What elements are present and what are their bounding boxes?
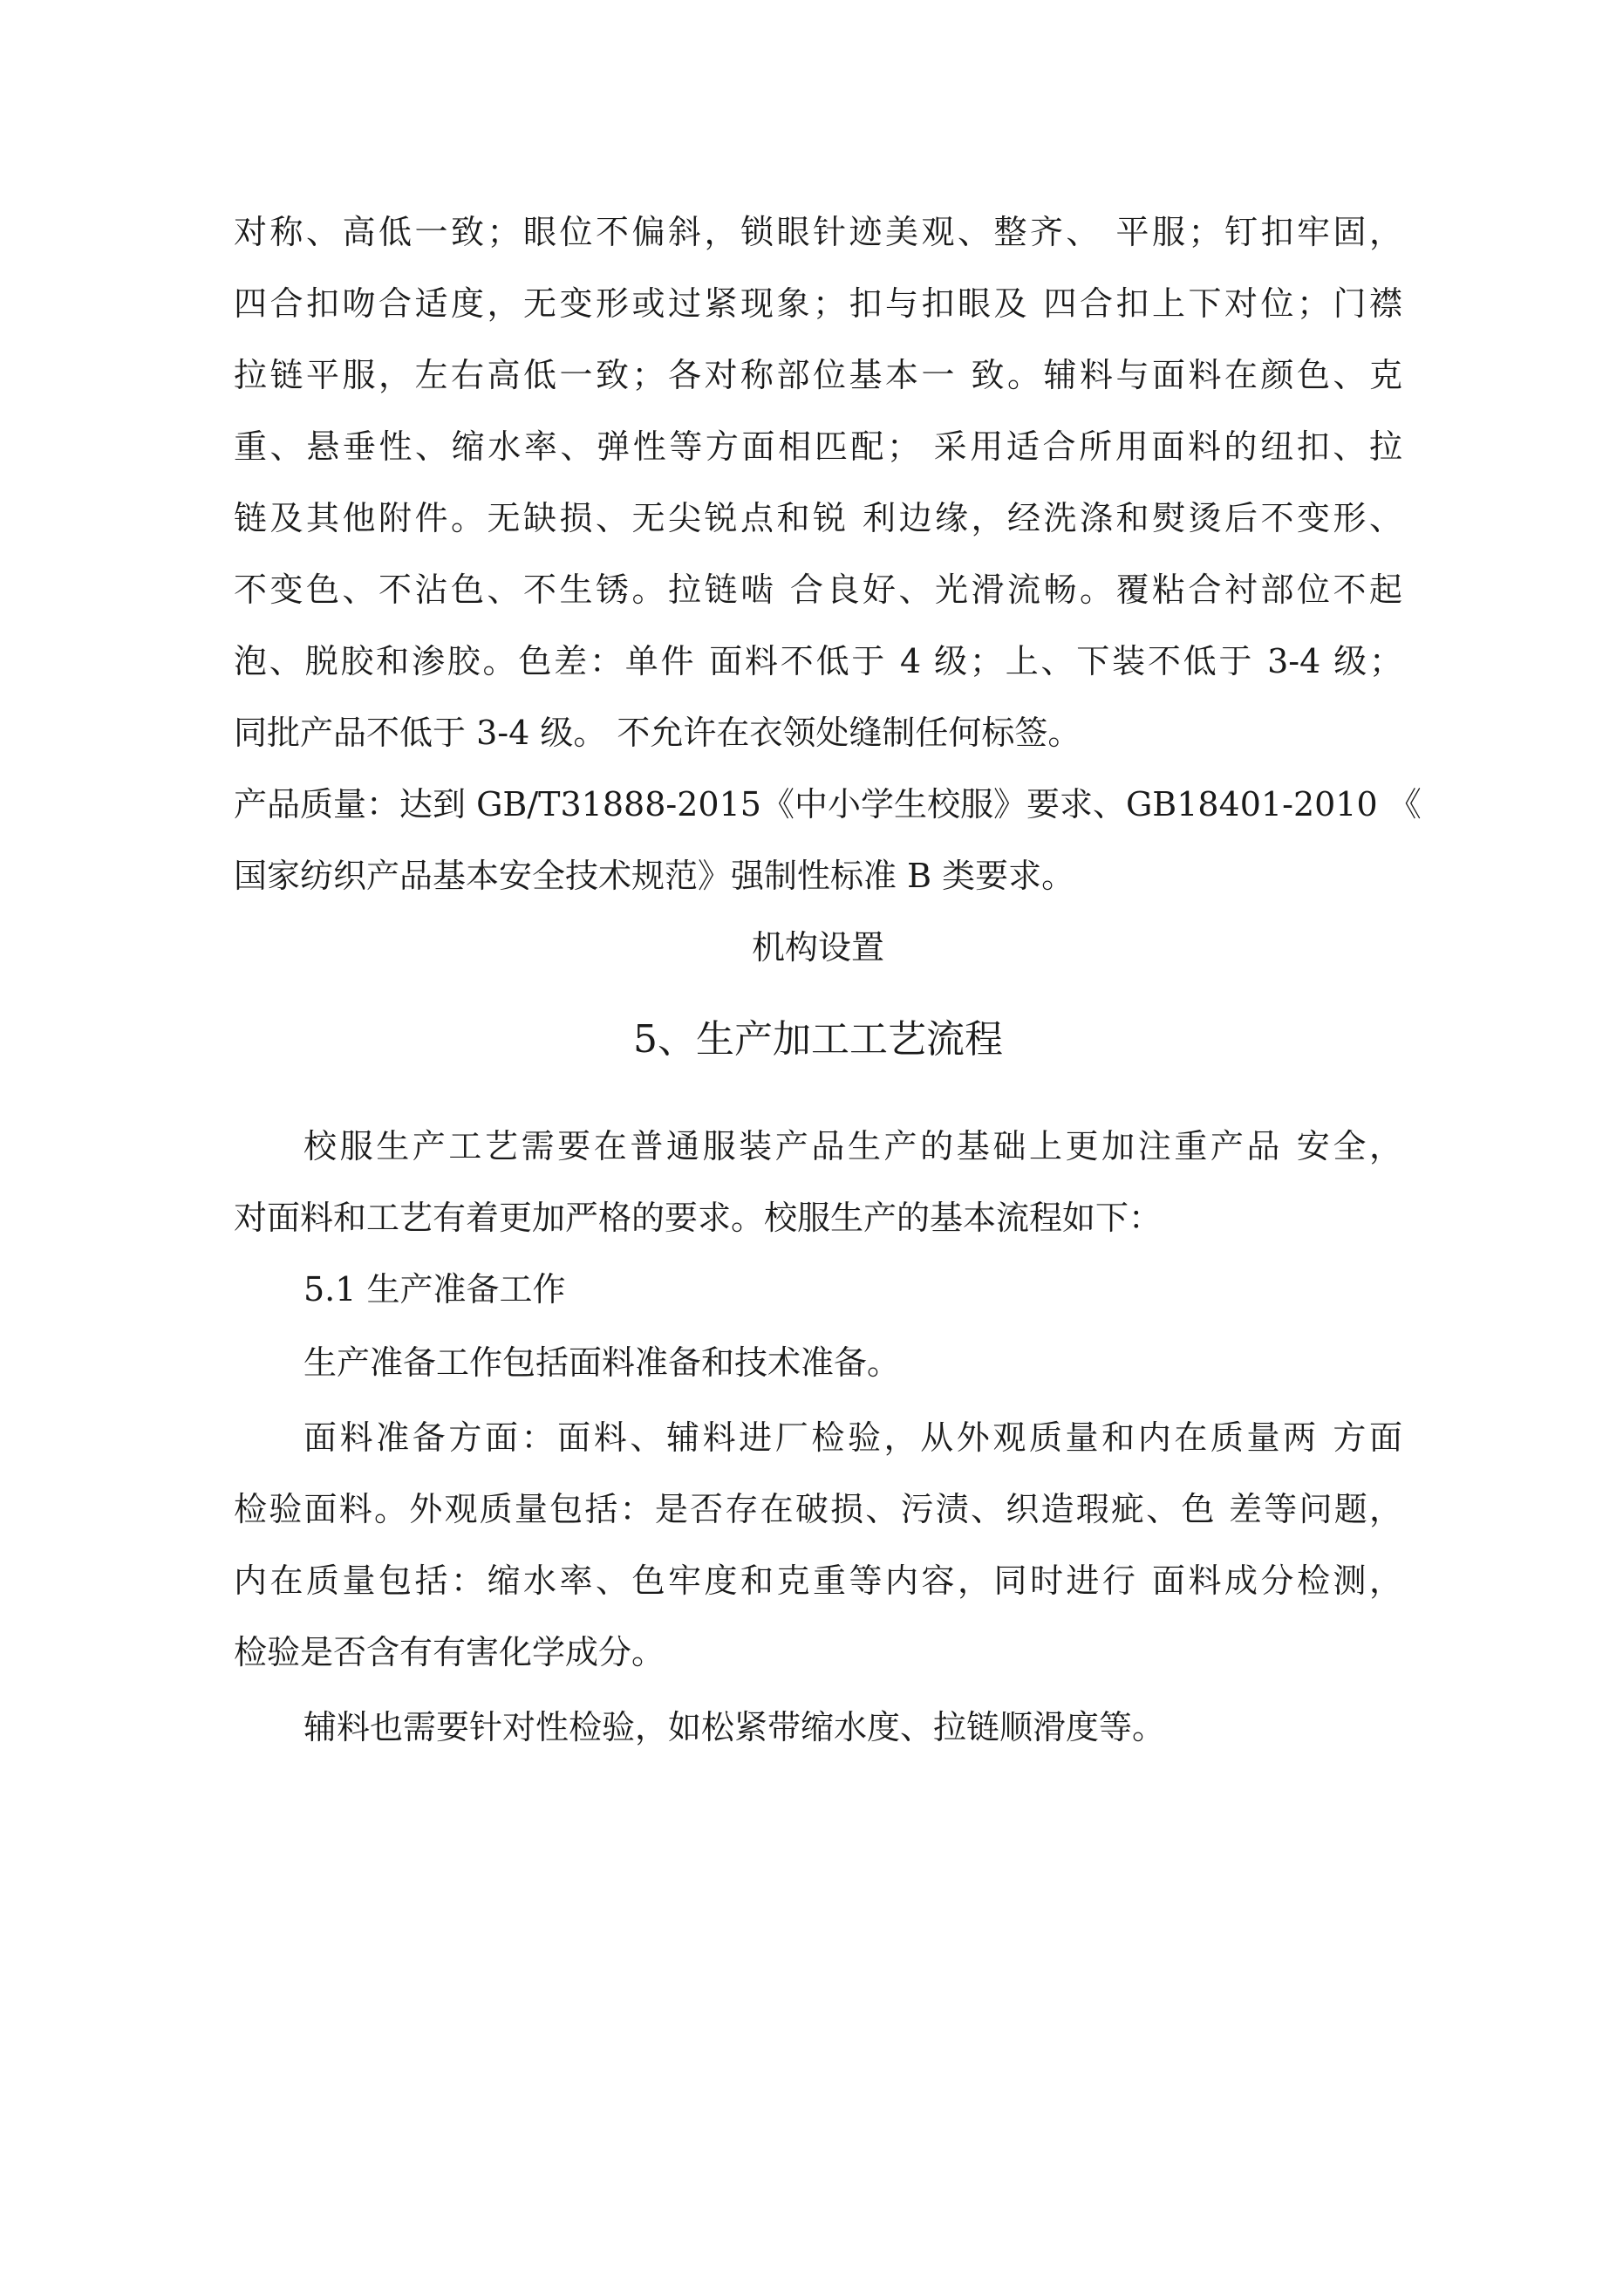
text-line: 泡、脱胶和渗胶。色差：单件 面料不低于 4 级；上、下装不低于 3-4 级； [234,642,1402,680]
text-line: 同批产品不低于 3-4 级。 不允许在衣领处缝制任何标签。 [234,714,1081,752]
text-line: 国家纺织产品基本安全技术规范》强制性标准 B 类要求。 [234,857,1075,895]
text-line: 检验面料。外观质量包括：是否存在破损、污渍、织造瑕疵、色 差等问题， [234,1490,1402,1528]
paragraph-quality-requirements-line6 [234,565,1402,614]
text-line: 对称、高低一致；眼位不偏斜，锁眼针迹美观、整齐、 平服；钉扣牢固， [234,213,1402,251]
paragraph-quality-requirements-line7 [234,637,1402,686]
text-line: 校服生产工艺需要在普通服装产品生产的基础上更加注重产品 安全， [303,1127,1402,1165]
paragraph-quality-requirements [234,208,1402,256]
text-line: 辅料也需要针对性检验，如松紧带缩水度、拉链顺滑度等。 [303,1708,1166,1746]
paragraph-quality-requirements-line3 [234,351,1402,400]
subsection-heading-row [234,1265,1402,1314]
text-line: 四合扣吻合适度，无变形或过紧现象；扣与扣眼及 四合扣上下对位；门襟 [234,284,1402,323]
text-line: 不变色、不沾色、不生锈。拉链啮 合良好、光滑流畅。覆粘合衬部位不起 [234,571,1402,609]
text-line: 重、悬垂性、缩水率、弹性等方面相匹配； 采用适合所用面料的纽扣、拉 [234,427,1402,466]
paragraph-intro [234,1122,1402,1171]
text-line: 拉链平服，左右高低一致；各对称部位基本一 致。辅料与面料在颜色、克 [234,356,1402,394]
paragraph-quality-requirements-line8 [234,708,1402,757]
paragraph-fabric-preparation-line2 [234,1485,1402,1534]
paragraph-preparation [234,1338,1402,1387]
paragraph-fabric-preparation [234,1413,1402,1462]
paragraph-quality-requirements-line2 [234,279,1402,328]
paragraph-quality-requirements-line4 [234,422,1402,471]
text-line: 链及其他附件。无缺损、无尖锐点和锐 利边缘，经洗涤和熨烫后不变形、 [234,499,1402,537]
subsection-heading: 5.1 生产准备工作 [303,1270,566,1309]
paragraph-accessories [234,1703,1402,1752]
section-heading: 5、生产加工工艺流程 [633,1017,1003,1062]
paragraph-fabric-preparation-line4 [234,1628,1402,1677]
paragraph-product-quality [234,780,1422,829]
org-label: 机构设置 [751,928,884,967]
text-line: 生产准备工作包括面料准备和技术准备。 [303,1343,901,1382]
paragraph-intro-line2 [234,1193,1402,1242]
paragraph-fabric-preparation-line3 [234,1556,1402,1605]
text-line: 产品质量：达到 GB/T31888-2015《中小学生校服》要求、GB18401-2010 《 [234,785,1422,823]
text-line: 内在质量包括：缩水率、色牢度和克重等内容，同时进行 面料成分检测， [234,1561,1402,1600]
paragraph-product-quality-line2 [234,851,1402,900]
org-label-row [234,923,1402,972]
text-line: 检验是否含有有害化学成分。 [234,1633,665,1671]
paragraph-quality-requirements-line5 [234,494,1402,543]
section-heading-row [234,1012,1402,1068]
text-line: 对面料和工艺有着更加严格的要求。校服生产的基本流程如下： [234,1199,1163,1237]
text-line: 面料准备方面：面料、辅料进厂检验，从外观质量和内在质量两 方面 [303,1418,1402,1457]
